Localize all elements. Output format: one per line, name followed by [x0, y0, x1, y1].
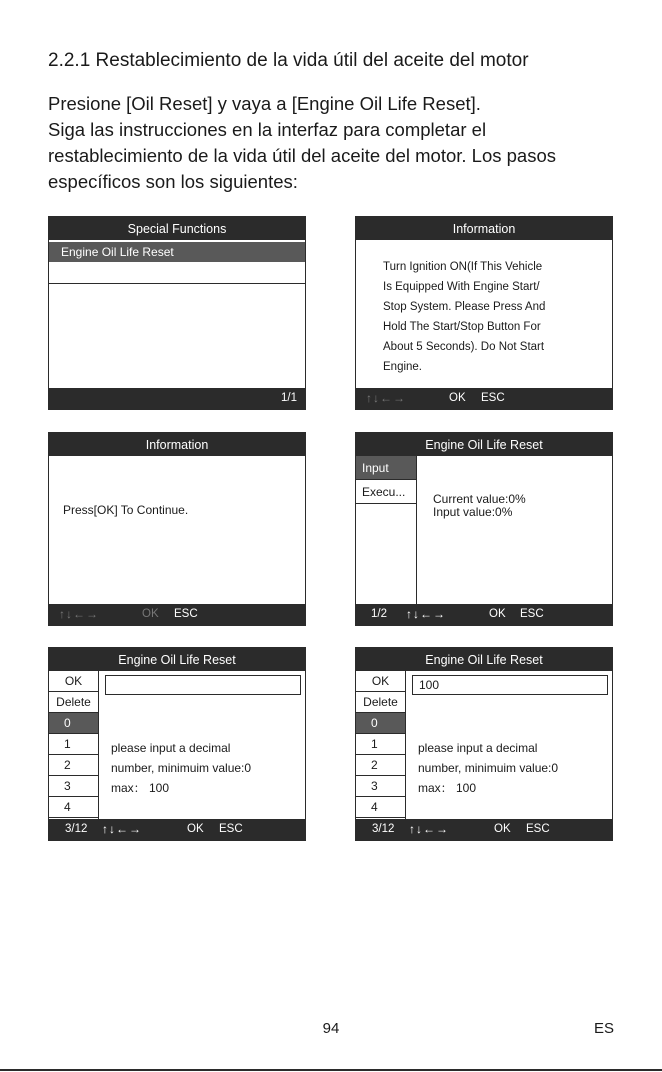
screen-information-continue — [48, 432, 306, 626]
arrow-keys-icon: ↑↓←→ — [366, 391, 406, 405]
section-heading: 2.2.1 Restablecimiento de la vida útil del aceite del motor — [48, 50, 529, 71]
screen-oil-reset-menu — [355, 432, 613, 626]
ok-key[interactable]: OK — [142, 608, 159, 620]
sidebar-item-input[interactable]: Input — [356, 456, 416, 480]
arrow-keys-icon: ↑↓←→ — [102, 822, 142, 836]
page-indicator: 1/1 — [281, 392, 297, 404]
screen-special-functions — [48, 216, 306, 410]
esc-key[interactable]: ESC — [526, 823, 550, 835]
page-indicator: 3/12 — [65, 823, 88, 835]
page-indicator: 3/12 — [372, 823, 395, 835]
arrow-keys-icon: ↑↓←→ — [406, 607, 446, 621]
paragraph-line: Presione [Oil Reset] y vaya a [Engine Oil Life Reset]. — [48, 93, 481, 114]
instruction-line: Stop System. Please Press And — [383, 301, 546, 313]
input-hint — [418, 738, 558, 798]
key-ok[interactable]: OK — [49, 671, 98, 692]
screen-title: Engine Oil Life Reset — [356, 433, 612, 456]
screen-title: Special Functions — [49, 217, 305, 240]
continue-message: Press[OK] To Continue. — [63, 503, 189, 517]
paragraph-line: Siga las instrucciones en la interfaz para completar el — [48, 119, 487, 140]
value-readout — [433, 493, 526, 519]
sidebar-menu — [356, 456, 417, 606]
paragraph-line: restablecimiento de la vida útil del aceite del motor. Los pasos — [48, 145, 557, 166]
screen-footer — [49, 388, 305, 409]
esc-key[interactable]: ESC — [174, 608, 198, 620]
esc-key[interactable]: ESC — [219, 823, 243, 835]
language-code: ES — [593, 1020, 614, 1037]
screen-input-100 — [355, 647, 613, 841]
ok-key[interactable]: OK — [187, 823, 204, 835]
sidebar-item-execute[interactable]: Execu... — [356, 480, 416, 504]
key-4[interactable]: 4 — [49, 797, 98, 818]
input-hint — [111, 738, 251, 798]
menu-item-engine-oil-life-reset[interactable]: Engine Oil Life Reset — [49, 242, 305, 262]
key-2[interactable]: 2 — [49, 755, 98, 776]
esc-key[interactable]: ESC — [520, 608, 544, 620]
current-value: Current value:0% — [433, 492, 526, 506]
value-input[interactable]: 100 — [412, 675, 608, 695]
screen-footer — [356, 819, 612, 840]
page-number: 94 — [322, 1020, 340, 1037]
bottom-divider — [0, 1069, 662, 1071]
instruction-text — [383, 257, 603, 377]
key-3[interactable]: 3 — [49, 776, 98, 797]
arrow-keys-icon: ↑↓←→ — [409, 822, 449, 836]
key-1[interactable]: 1 — [49, 734, 98, 755]
screen-title: Information — [356, 217, 612, 240]
menu-empty-row — [49, 263, 305, 284]
instruction-line: Hold The Start/Stop Button For — [383, 321, 541, 333]
ok-key[interactable]: OK — [449, 392, 466, 404]
screen-footer — [49, 604, 305, 625]
key-3[interactable]: 3 — [356, 776, 405, 797]
screen-title: Engine Oil Life Reset — [49, 648, 305, 671]
instruction-line: Is Equipped With Engine Start/ — [383, 281, 540, 293]
input-value: Input value:0% — [433, 505, 513, 519]
hint-line: max： 100 — [418, 781, 477, 795]
screen-input-empty — [48, 647, 306, 841]
key-4[interactable]: 4 — [356, 797, 405, 818]
key-0[interactable]: 0 — [356, 713, 405, 734]
paragraph-line: específicos son los siguientes: — [48, 171, 298, 192]
ok-key[interactable]: OK — [489, 608, 506, 620]
screen-footer — [49, 819, 305, 840]
hint-line: max： 100 — [111, 781, 170, 795]
hint-line: please input a decimal — [111, 741, 231, 755]
page-indicator: 1/2 — [371, 608, 387, 620]
instruction-line: Engine. — [383, 361, 423, 373]
key-ok[interactable]: OK — [356, 671, 405, 692]
instruction-line: About 5 Seconds). Do Not Start — [383, 341, 545, 353]
key-1[interactable]: 1 — [356, 734, 405, 755]
arrow-keys-icon: ↑↓←→ — [59, 607, 99, 621]
key-delete[interactable]: Delete — [356, 692, 405, 713]
esc-key[interactable]: ESC — [481, 392, 505, 404]
hint-line: number, minimuim value:0 — [418, 761, 559, 775]
keypad — [49, 671, 99, 821]
screen-footer — [356, 604, 612, 625]
instruction-line: Turn Ignition ON(If This Vehicle — [383, 261, 543, 273]
keypad — [356, 671, 406, 821]
key-2[interactable]: 2 — [356, 755, 405, 776]
screen-title: Information — [49, 433, 305, 456]
value-input[interactable] — [105, 675, 301, 695]
intro-paragraph — [48, 91, 638, 195]
screen-footer — [356, 388, 612, 409]
screen-title: Engine Oil Life Reset — [356, 648, 612, 671]
hint-line: number, minimuim value:0 — [111, 761, 252, 775]
key-delete[interactable]: Delete — [49, 692, 98, 713]
hint-line: please input a decimal — [418, 741, 538, 755]
key-0[interactable]: 0 — [49, 713, 98, 734]
ok-key[interactable]: OK — [494, 823, 511, 835]
screen-information-ignition — [355, 216, 613, 410]
